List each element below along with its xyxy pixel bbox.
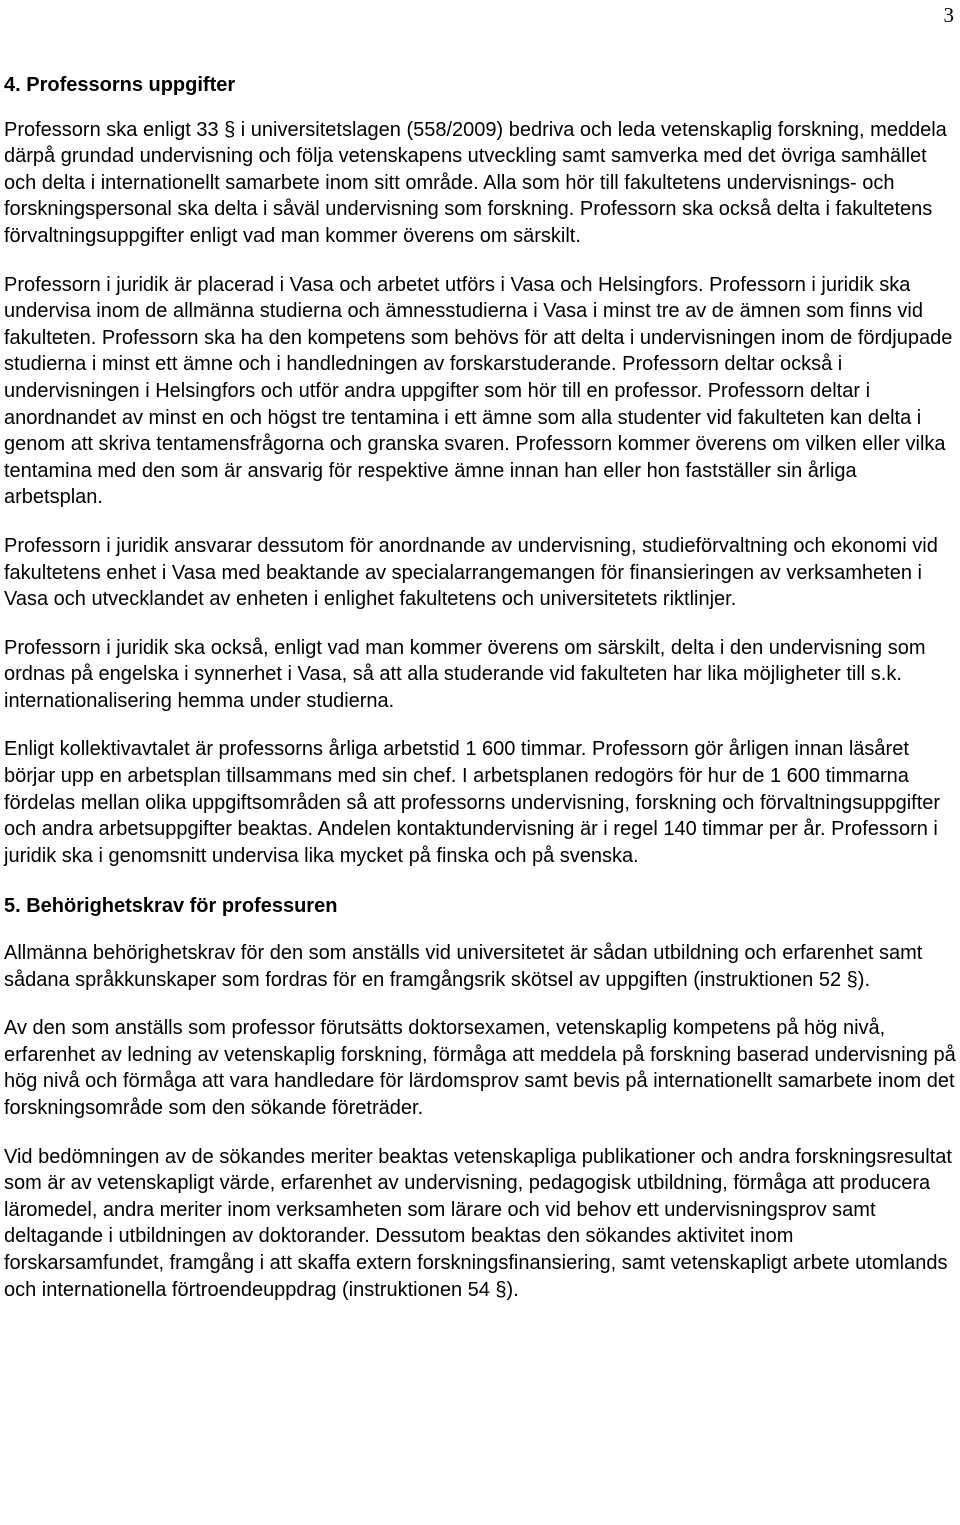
document-body [4,72,957,1303]
section-heading-qualification-requirements: 5. Behörighetskrav för professuren [4,895,338,918]
paragraph: Av den som anställs som professor förutsätts doktorsexamen, vetenskaplig kompetens på hög nivå, erfarenhet av ledning av vetenskaplig forskning, förmåga att meddela på forskning baserad undervisning på hög nivå och förmåga att vara handledare för lärdomsprov samt bevis på internationellt samarbete inom det forskningsområde som den sökande företräder. [4,1017,956,1119]
section-heading-professor-duties: 4. Professorns uppgifter [4,74,236,96]
paragraph: Professorn i juridik ansvarar dessutom för anordnande av undervisning, studieförvaltning och ekonomi vid fakultetens enhet i Vasa med beaktande av specialarrangemangen för finansieringen av verksamheten i Vasa och utvecklandet av enheten i enlighet fakultetens och universitetets riktlinjer. [4,534,938,611]
paragraph: Professorn ska enligt 33 § i universitetslagen (558/2009) bedriva och leda vetenskaplig forskning, meddela därpå grundad undervisning och följa vetenskapens utveckling samt samverka med det övriga samhället och delta i internationellt samarbete inom sitt område. Alla som hör till fakultetens undervisnings- och forskningspersonal ska delta i såväl undervisning som forskning. Professorn ska också delta i fakultetens förvaltningsuppgifter enligt vad man kommer överens om särskilt. [4,118,947,247]
paragraph: Professorn i juridik är placerad i Vasa och arbetet utförs i Vasa och Helsingfors. Professorn i juridik ska undervisa inom de allmänna studierna och ämnesstudierna i Vasa i minst tre av de ämnen som finns vid fakulteten. Professorn ska ha den kompetens som behövs för att delta i undervisningen inom de fördjupade studierna i minst ett ämne och i handledningen av forskarstuderande. Professorn deltar också i undervisningen i Helsingfors och utför andra uppgifter som hör till en professor. Professorn deltar i anordnandet av minst en och högst tre tentamina i ett ämne som alla studenter vid fakulteten kan delta i genom att skriva tentamensfrågorna och granska svaren. Professorn kommer överens om vilken eller vilka tentamina med den som är ansvarig för respektive ämne innan han eller hon fastställer sin årliga arbetsplan. [4,273,953,509]
page-number: 3 [943,3,954,27]
paragraph: Enligt kollektivavtalet är professorns årliga arbetstid 1 600 timmar. Professorn gör årligen innan läsåret börjar upp en arbetsplan tillsammans med sin chef. I arbetsplanen redogörs för hur de 1 600 timmarna fördelas mellan olika uppgiftsområden så att professorns undervisning, forskning och förvaltningsuppgifter och andra arbetsuppgifter beaktas. Andelen kontaktundervisning är i regel 140 timmar per år. Professorn i juridik ska i genomsnitt undervisa lika mycket på finska och på svenska. [4,738,941,867]
paragraph: Allmänna behörighetskrav för den som anställs vid universitetet är sådan utbildning och erfarenhet samt sådana språkkunskaper som fordras för en framgångsrik skötsel av uppgiften (instruktionen 52 §). [4,942,923,991]
paragraph: Vid bedömningen av de sökandes meriter beaktas vetenskapliga publikationer och andra forskningsresultat som är av vetenskapligt värde, erfarenhet av undervisning, pedagogisk utbildning, förmåga att producera läromedel, andra meriter inom verksamheten som lärare och vid behov ett undervisningsprov samt deltagande i utbildningen av doktorander. Dessutom beaktas den sökandes aktivitet inom forskarsamfundet, framgång i att skaffa extern forskningsfinansiering, samt vetenskapligt arbete utomlands och internationella förtroendeuppdrag (instruktionen 54 §). [4,1145,952,1301]
paragraph: Professorn i juridik ska också, enligt vad man kommer överens om särskilt, delta i den undervisning som ordnas på engelska i synnerhet i Vasa, så att alla studerande vid fakulteten har lika möjligheter till s.k. internationalisering hemma under studierna. [4,636,926,712]
